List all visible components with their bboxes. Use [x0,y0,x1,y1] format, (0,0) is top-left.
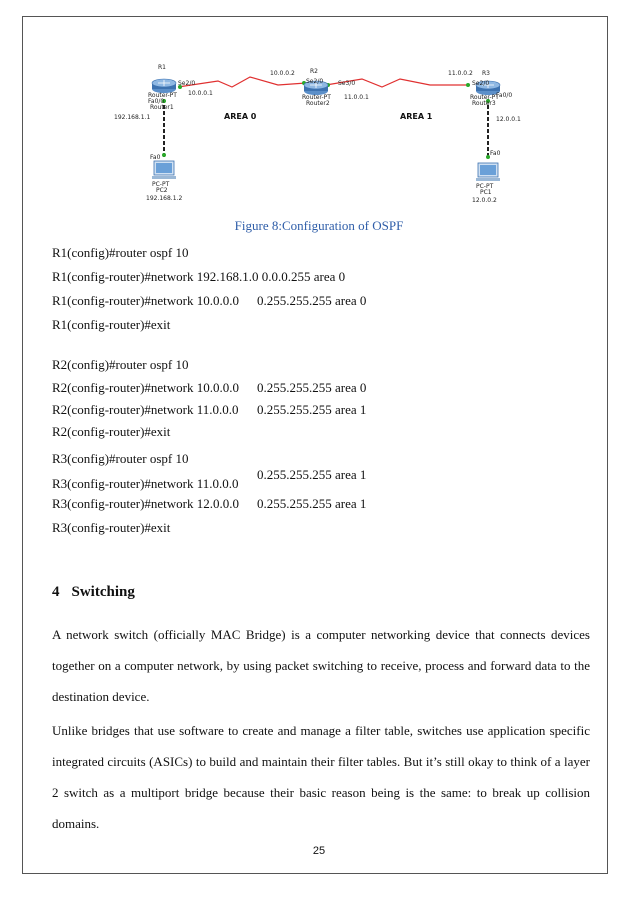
r1-name: R1 [158,64,166,71]
r2-model: Router-PT [302,94,331,101]
config-line-args: 0.255.255.255 area 1 [257,496,367,511]
r3-iface-se: Se2/0 [472,80,490,87]
config-line-args: 0.255.255.255 area 1 [257,467,367,482]
config-line: R3(config-router)#exit [52,520,171,535]
config-line: R3(config-router)#network 12.0.0.0 [52,496,240,511]
config-line-args: 0.255.255.255 area 0 [257,293,367,308]
section-number: 4 [52,584,60,600]
pc1-ip: 12.0.0.2 [472,197,497,204]
config-line: R2(config-router)#network 10.0.0.0 [52,380,240,395]
r3-ip-lan: 12.0.0.1 [496,116,521,123]
config-line: R1(config)#router ospf 10 [52,245,189,260]
config-line: R1(config-router)#exit [52,317,171,332]
pc1-label: PC1 [480,189,492,196]
r1-ip-wan: 10.0.0.1 [188,90,213,97]
section-heading [52,584,135,601]
config-line: R3(config)#router ospf 10 [52,451,189,466]
r1-iface-fa: Fa0/0 [148,98,165,105]
r2-label: Router2 [306,100,330,107]
r3-iface-fa: Fa0/0 [496,92,513,99]
r3-name: R3 [482,70,490,77]
config-line-args: 0.255.255.255 area 1 [257,402,367,417]
r2-name: R2 [310,68,318,75]
pc2-label: PC2 [156,187,168,194]
config-line: R1(config-router)#network 192.168.1.0 0.0.0.255 area 0 [52,269,346,284]
r3-ip-wan: 11.0.0.2 [448,70,473,77]
config-line: R1(config-router)#network 10.0.0.0 [52,293,240,308]
pc2-ip: 192.168.1.2 [146,195,183,202]
paragraph: Unlike bridges that use software to create and manage a filter table, switches use application specific integrated circuits (ASICs) to build and maintain their filter tables. But it’s still okay to think of a layer 2 switch as a multiport bridge because their basic reason being is the same: to break up collision domains. [52,723,590,831]
r2-iface-b: Se3/0 [338,80,356,87]
r2-iface-a: Se2/0 [306,78,324,85]
pc2-iface: Fa0 [150,154,161,161]
config-line: R2(config)#router ospf 10 [52,357,189,372]
router-icon[interactable] [152,79,176,93]
r1-iface-se: Se2/0 [178,80,196,87]
config-line-args: 0.255.255.255 area 0 [257,380,367,395]
paragraph: A network switch (officially MAC Bridge) is a computer networking device that connects devices together on a computer network, by using packet switching to receive, process and forward data to the destination device. [52,627,590,704]
config-line: R2(config-router)#exit [52,424,171,439]
pc-icon[interactable] [476,163,500,181]
r3-label: Router3 [472,100,496,107]
r1-model: Router-PT [148,92,177,99]
r2-ip-b: 11.0.0.1 [344,94,369,101]
network-topology-diagram [100,55,540,215]
config-line: R3(config-router)#network 11.0.0.0 [52,476,239,491]
r3-model: Router-PT [470,94,499,101]
r1-ip-lan: 192.168.1.1 [114,114,151,121]
section-title: Switching [71,584,135,600]
page-number: 25 [312,845,326,857]
area-1-label: AREA 1 [400,112,433,121]
config-line: R2(config-router)#network 11.0.0.0 [52,402,239,417]
figure-caption: Figure 8:Configuration of OSPF [234,218,404,233]
r1-label: Router1 [150,104,174,111]
pc1-iface: Fa0 [490,150,501,157]
area-0-label: AREA 0 [224,112,257,121]
r2-ip-a: 10.0.0.2 [270,70,295,77]
pc-icon[interactable] [152,161,176,179]
serial-link-r1-r2 [178,77,306,87]
pc2-model: PC-PT [152,181,170,188]
pc1-model: PC-PT [476,183,494,190]
